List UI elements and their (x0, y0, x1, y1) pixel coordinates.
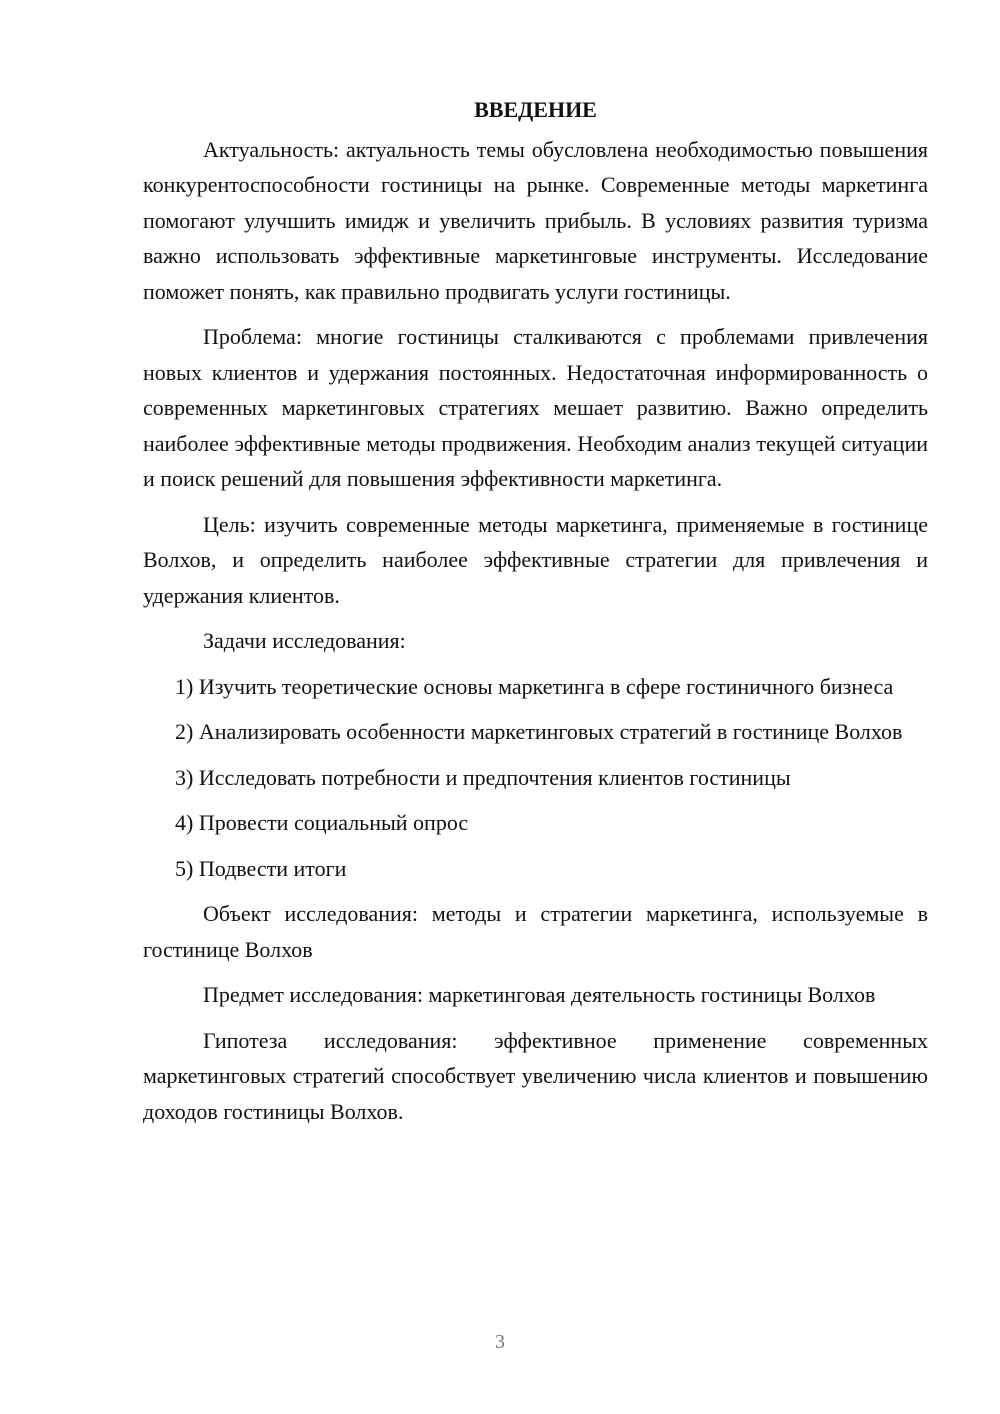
task-item: 4) Провести социальный опрос (175, 810, 469, 835)
problem-paragraph: Проблема: многие гостиницы сталкиваются с проблемами привлечения новых клиентов и удержания постоянных. Недостаточная информированность о современных маркетинговых стратегиях мешает развитию. Важно определить наиболее эффективные методы продвижения. Необходим анализ текущей ситуации и поиск решений для повышения эффективности маркетинга. (143, 324, 928, 491)
tasks-heading: Задачи исследования: (203, 628, 406, 653)
task-item: 1) Изучить теоретические основы маркетинга в сфере гостиничного бизнеса (175, 673, 894, 699)
task-item: 5) Подвести итоги (175, 855, 347, 881)
section-title: ВВЕДЕНИЕ (474, 97, 597, 122)
object-paragraph: Объект исследования: методы и стратегии маркетинга, используемые в гостинице Волхов (143, 901, 928, 962)
hypothesis-paragraph: Гипотеза исследования: эффективное применение современных маркетинговых стратегий способствует увеличению числа клиентов и повышению доходов гостиницы Волхов. (143, 1027, 928, 1124)
subject-paragraph: Предмет исследования: маркетинговая деятельность гостиницы Волхов (203, 982, 876, 1007)
relevance-paragraph: Актуальность: актуальность темы обусловлена необходимостью повышения конкурентоспособности гостиницы на рынке. Современные методы маркетинга помогают улучшить имидж и увеличить прибыль. В условиях развития туризма важно использовать эффективные маркетинговые инструменты. Исследование поможет понять, как правильно продвигать услуги гостиницы. (143, 136, 928, 304)
task-item: 2) Анализировать особенности маркетинговых стратегий в гостинице Волхов (175, 719, 903, 744)
page-number: 3 (495, 1331, 505, 1353)
goal-paragraph: Цель: изучить современные методы маркетинга, применяемые в гостинице Волхов, и определить наиболее эффективные стратегии для привлечения и удержания клиентов. (143, 511, 928, 608)
task-item: 3) Исследовать потребности и предпочтения клиентов гостиницы (175, 764, 791, 790)
page-content (143, 92, 928, 1139)
